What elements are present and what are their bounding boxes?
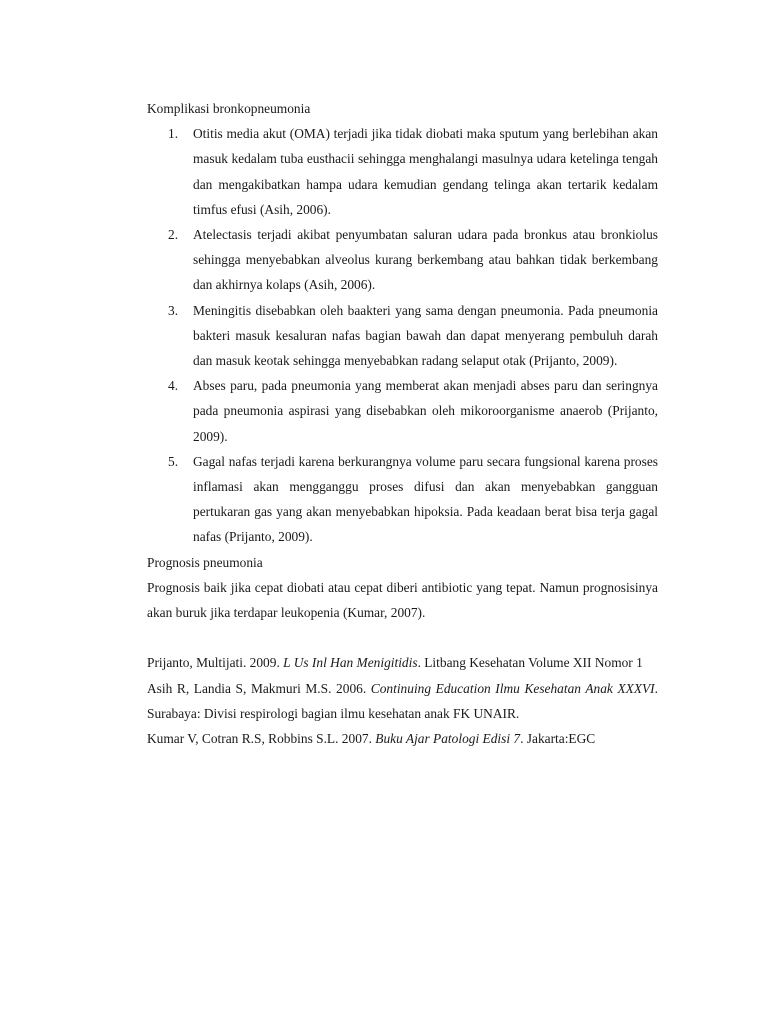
prognosis-paragraph: Prognosis baik jika cepat diobati atau cepat diberi antibiotic yang tepat. Namun prognosisinya akan buruk jika terdapar leukopenia (Kumar, 2007). (147, 579, 658, 621)
list-item (168, 298, 658, 374)
list-item-text: Gagal nafas terjadi karena berkurangnya volume paru secara fungsional karena proses inflamasi akan mengganggu proses difusi dan akan menyebabkan gangguan pertukaran gas yang akan menyebabkan hipoksia. Pada keadaan berat bisa terja gagal nafas (Prijanto, 2009). (193, 453, 658, 545)
list-item-text: Otitis media akut (OMA) terjadi jika tidak diobati maka sputum yang berlebihan akan masuk kedalam tuba eusthacii sehingga menghalangi masulnya udara ketelinga tengah dan mengakibatkan hampa udara kemudian gendang telinga akan tertarik kedalam timfus efusi (Asih, 2006). (193, 126, 658, 217)
list-item-text: Atelectasis terjadi akibat penyumbatan saluran udara pada bronkus atau bronkiolus sehingga menyebabkan alveolus kurang berkembang atau bahkan tidak berkembang dan akhirnya kolaps (Asih, 2006). (193, 227, 658, 293)
list-item-text: Abses paru, pada pneumonia yang memberat akan menjadi abses paru dan seringnya pada pneumonia aspirasi yang disebabkan oleh mikoroorganisme anaerob (Prijanto, 2009). (193, 378, 658, 444)
list-item-text: Meningitis disebabkan oleh baakteri yang sama dengan pneumonia. Pada pneumonia bakteri masuk kesaluran nafas bagian bawah dan dapat menyerang pembuluh darah dan masuk keotak sehingga menyebabkan radang selaput otak (Prijanto, 2009). (193, 302, 658, 369)
reference-title: L Us Inl Han Menigitidis (283, 655, 418, 671)
list-item-number: 5. (168, 453, 179, 469)
list-item (168, 222, 658, 298)
list-item-number: 3. (168, 302, 179, 318)
reference-title: Continuing Education Ilmu Kesehatan Anak XXXVI (370, 680, 655, 696)
section-heading-komplikasi: Komplikasi bronkopneumonia (147, 101, 311, 116)
blank-line (147, 625, 658, 650)
list-item-number: 1. (168, 126, 179, 142)
list-item (168, 373, 658, 449)
reference-authors: Asih R, Landia S, Makmuri M.S. 2006. (147, 680, 371, 696)
reference-source: . Surabaya: Divisi respirologi bagian ilmu kesehatan anak FK UNAIR. (147, 680, 659, 721)
reference-authors: Kumar V, Cotran R.S, Robbins S.L. 2007. (147, 731, 376, 747)
section-heading-prognosis: Prognosis pneumonia (147, 554, 263, 570)
document-page (147, 96, 658, 751)
reference-source: . Jakarta:EGC (520, 731, 596, 747)
list-item-number: 2. (168, 227, 179, 243)
reference-entry (147, 676, 658, 726)
reference-source: . Litbang Kesehatan Volume XII Nomor 1 (417, 655, 643, 671)
list-item (168, 449, 658, 550)
reference-entry (147, 726, 658, 751)
reference-title: Buku Ajar Patologi Edisi 7 (375, 731, 521, 747)
komplikasi-list (147, 121, 658, 549)
list-item (168, 121, 658, 222)
reference-entry (147, 650, 658, 675)
reference-authors: Prijanto, Multijati. 2009. (147, 655, 284, 671)
list-item-number: 4. (168, 378, 179, 394)
